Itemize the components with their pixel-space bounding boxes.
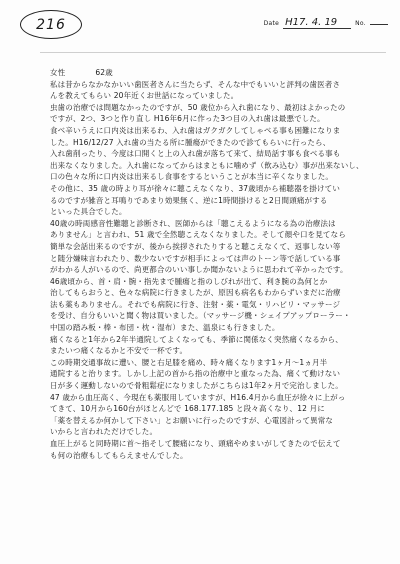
paragraph: 食べ辛いうえに口内炎は出来るわ、入れ歯はガクガクしてしゃべる事も困難になりま した。H16/12/27 入れ歯の当たる所に腫瘍ができたので診てもらいに行ったら、 bbox=[50, 125, 341, 147]
date-label: Date bbox=[263, 20, 280, 27]
document-body bbox=[50, 67, 388, 461]
date-value: H17. 4. 19 bbox=[283, 17, 351, 29]
paragraph: 痛くなると1年から2年半通院してよくなっても、季節に関係なく突然痛くなるから、 またいつ痛くなるかと不安で一杯です。 bbox=[50, 334, 343, 356]
no-blank bbox=[370, 24, 388, 25]
page-number: 216 bbox=[36, 16, 66, 33]
paragraph: 私は昔からなかなかいい歯医者さんに当たらず、そんな中でもいいと評判の歯医者さ んを教えてもらい 20年近くお世話になっていました。 bbox=[50, 79, 341, 101]
paragraph: 40歳の時両感音性難聴と診断され、医師からは「聴こえるようになる為の治療法は ありません」と言われ、51 歳で全然聴こえなくなりました。そして顔や口を見てなら 簡単な会話出来るのですが、後から挨拶されたりすると聴こえなくて、返事しない等 と随分嫌味言われたり、数少ないですが相手によっては声のトーン等で話している事 がわかる人がいるので、尚更都合のいい事しか聞かないように思われて辛かったです。 bbox=[50, 218, 348, 275]
patient-heading bbox=[50, 67, 388, 79]
paragraph: 入れ歯削ったり、今度は口開くと上の入れ歯が落ちて来て、結局話す事も食べる事も 出来なくなりました。入れ歯になってからはまともに噛めず（飲み込む）事が出来ないし、 口の色々な所に口内炎は出来るし食事をするということが本当に辛くなりました。 bbox=[50, 149, 364, 182]
paragraph: この時期交通事故に遭い、腰と右足膝を痛め、時々痛くなります1ヶ月～1ヵ月半 通院すると治ります。しかし上記の首から指の治療中と重なった為、痛くて動けない 日が多く運動しないので骨粗鬆症になりましたがこちらは1年2ヶ月で完治しました。 bbox=[50, 357, 343, 391]
paragraph: 46歳頃から、首・肩・腕・指先まで腫瘍と指のしびれが出て、利き腕の為何とか 治してもらおうと、色々な病院に行きましたが、原因も病名もわからずいまだに治療 法も薬もありません。それでも病院に行き、注射・薬・電気・リハビリ・マッサージ を受け、自分もいいと聞く物は買いました。（マッサージ機・シェイプアップローラー・ 中国の踏み板・棒・布団・枕・湿布）また、温泉にも行きました。 bbox=[50, 276, 351, 333]
patient-sex: 女性 bbox=[50, 68, 66, 77]
no-label: No. bbox=[355, 20, 366, 27]
page-number-circle bbox=[20, 10, 82, 39]
paragraph: 血圧上がると同時期に首～指そして腰痛になり、頭痛やめまいがしてきたので伝えて も何の治療もしてもらえませんでした。 bbox=[50, 439, 341, 460]
patient-age: 62歳 bbox=[95, 68, 113, 77]
paragraph: その他に、35 歳の時より耳が徐々に聴こえなくなり、37歳頃から補聴器を掛けてい るのですが雑音と耳鳴りであまり効果無く、逆に1時間掛けると2日間頭痛がする といった具合でした。 bbox=[50, 183, 340, 217]
ruled-line bbox=[40, 52, 386, 53]
paragraph: 虫歯の治療では問題なかったのですが、50 歳位から入れ歯になり、最初はよかったの ですが、2つ、3つと作り直し H16年6月に作った3つ目の入れ歯は最悪でした。 bbox=[50, 102, 346, 124]
paragraph: 47 歳から血圧高く、今現在も薬服用していますが、H16.4月から血圧が徐々に上がっ てきて、10月から160台がほとんどで 168.177.185 と段々高くなり、12 月に 「薬を替えるか何かして下さい」とお願いに行ったのですが、心電図計って異常な いからと言われただけでした。 bbox=[50, 392, 346, 437]
date-header bbox=[264, 17, 388, 29]
